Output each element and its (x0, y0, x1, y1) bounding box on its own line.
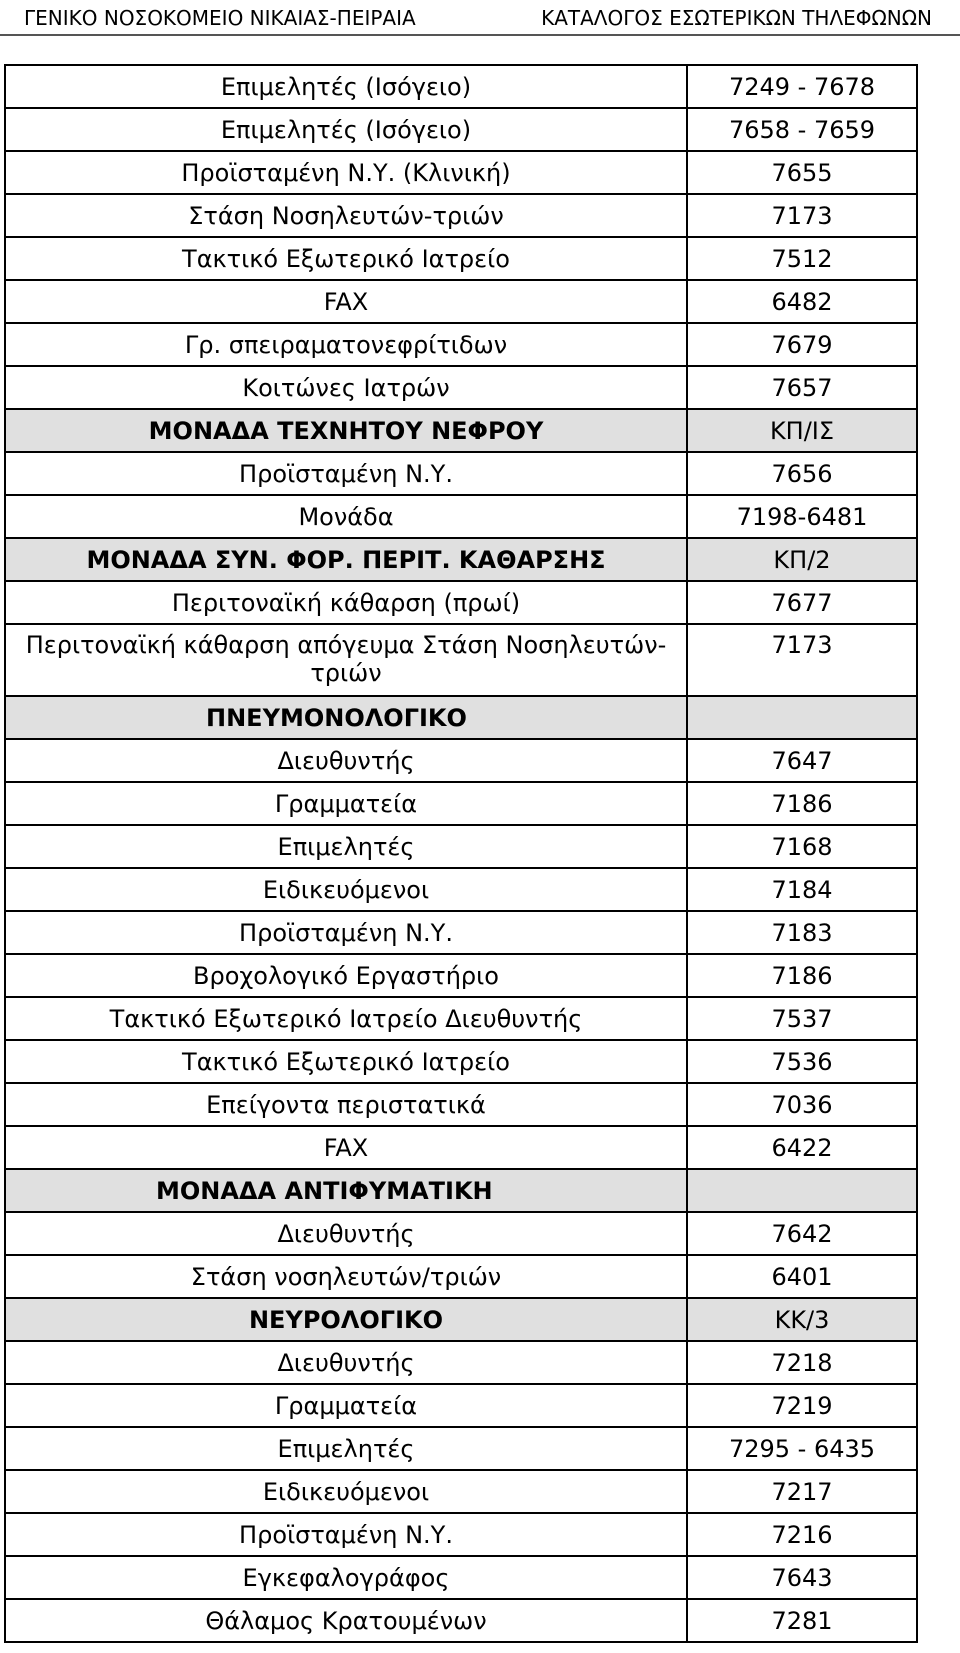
table-row (5, 151, 917, 194)
entry-phone: 7536 (687, 1040, 917, 1083)
entry-phone: 7218 (687, 1341, 917, 1384)
entry-name: Διευθυντής (5, 739, 687, 782)
table-row (5, 1126, 917, 1169)
table-row (5, 624, 917, 696)
entry-phone: 7656 (687, 452, 917, 495)
section-code (687, 1169, 917, 1212)
section-row (5, 696, 917, 739)
table-row (5, 65, 917, 108)
entry-name: Κοιτώνες Ιατρών (5, 366, 687, 409)
phone-directory-table (4, 64, 918, 1643)
section-row (5, 538, 917, 581)
entry-name: Περιτοναϊκή κάθαρση (πρωί) (5, 581, 687, 624)
entry-name: Βροχολογικό Εργαστήριο (5, 954, 687, 997)
table-row (5, 954, 917, 997)
entry-phone: 7173 (687, 624, 917, 696)
entry-phone: 6401 (687, 1255, 917, 1298)
entry-name: Τακτικό Εξωτερικό Ιατρείο (5, 1040, 687, 1083)
entry-phone: 7677 (687, 581, 917, 624)
table-row (5, 911, 917, 954)
entry-phone: 6422 (687, 1126, 917, 1169)
table-row (5, 1212, 917, 1255)
header-rule (0, 34, 960, 36)
entry-name: Επιμελητές (5, 1427, 687, 1470)
entry-phone: 7643 (687, 1556, 917, 1599)
entry-name: Εγκεφαλογράφος (5, 1556, 687, 1599)
table-row (5, 825, 917, 868)
table-row (5, 1083, 917, 1126)
table-row (5, 1470, 917, 1513)
section-code: ΚΠ/2 (687, 538, 917, 581)
entry-phone: 7281 (687, 1599, 917, 1642)
section-title: ΠΝΕΥΜΟΝΟΛΟΓΙΚΟ (5, 696, 687, 739)
table-row (5, 452, 917, 495)
table-row (5, 323, 917, 366)
entry-phone: 7219 (687, 1384, 917, 1427)
section-row (5, 1298, 917, 1341)
entry-name: Περιτοναϊκή κάθαρση απόγευμα Στάση Νοσηλευτών-τριών (5, 624, 687, 696)
table-row (5, 1556, 917, 1599)
hospital-name: ΓΕΝΙΚΟ ΝΟΣΟΚΟΜΕΙΟ ΝΙΚΑΙΑΣ-ΠΕΙΡΑΙΑ (24, 6, 416, 30)
entry-phone: 7249 - 7678 (687, 65, 917, 108)
entry-phone: 7647 (687, 739, 917, 782)
entry-phone: 7655 (687, 151, 917, 194)
entry-phone: 7295 - 6435 (687, 1427, 917, 1470)
table-row (5, 280, 917, 323)
section-code (687, 696, 917, 739)
entry-name: Επιμελητές (5, 825, 687, 868)
entry-name: FAX (5, 1126, 687, 1169)
entry-phone: 7658 - 7659 (687, 108, 917, 151)
entry-name: Μονάδα (5, 495, 687, 538)
entry-phone: 7642 (687, 1212, 917, 1255)
entry-name: Στάση νοσηλευτών/τριών (5, 1255, 687, 1298)
section-title: ΜΟΝΑΔΑ ΑΝΤΙΦΥΜΑΤΙΚΗ (5, 1169, 687, 1212)
entry-name: Επείγοντα περιστατικά (5, 1083, 687, 1126)
entry-name: Γραμματεία (5, 1384, 687, 1427)
entry-phone: 7183 (687, 911, 917, 954)
section-title: ΜΟΝΑΔΑ ΣΥΝ. ΦΟΡ. ΠΕΡΙΤ. ΚΑΘΑΡΣΗΣ (5, 538, 687, 581)
table-row (5, 1513, 917, 1556)
section-title: ΜΟΝΑΔΑ ΤΕΧΝΗΤΟΥ ΝΕΦΡΟΥ (5, 409, 687, 452)
table-row (5, 366, 917, 409)
entry-phone: 7198-6481 (687, 495, 917, 538)
entry-name: Γρ. σπειραματονεφρίτιδων (5, 323, 687, 366)
entry-phone: 7036 (687, 1083, 917, 1126)
entry-phone: 7216 (687, 1513, 917, 1556)
entry-name: Διευθυντής (5, 1212, 687, 1255)
table-row (5, 782, 917, 825)
section-row (5, 409, 917, 452)
table-row (5, 1384, 917, 1427)
entry-phone: 7186 (687, 782, 917, 825)
entry-phone: 7173 (687, 194, 917, 237)
table-row (5, 1599, 917, 1642)
entry-phone: 6482 (687, 280, 917, 323)
entry-name: Ειδικευόμενοι (5, 868, 687, 911)
table-row (5, 495, 917, 538)
entry-name: Προϊσταμένη Ν.Υ. (5, 1513, 687, 1556)
entry-name: FAX (5, 280, 687, 323)
table-row (5, 1427, 917, 1470)
entry-name: Επιμελητές (Ισόγειο) (5, 65, 687, 108)
entry-phone: 7184 (687, 868, 917, 911)
entry-name: Προϊσταμένη Ν.Υ. (5, 452, 687, 495)
table-row (5, 108, 917, 151)
table-row (5, 1255, 917, 1298)
table-row (5, 581, 917, 624)
entry-phone: 7186 (687, 954, 917, 997)
section-code: ΚΠ/ΙΣ (687, 409, 917, 452)
entry-phone: 7217 (687, 1470, 917, 1513)
document-title: ΚΑΤΑΛΟΓΟΣ ΕΣΩΤΕΡΙΚΩΝ ΤΗΛΕΦΩΝΩΝ (541, 6, 932, 30)
entry-name: Γραμματεία (5, 782, 687, 825)
entry-name: Επιμελητές (Ισόγειο) (5, 108, 687, 151)
entry-phone: 7168 (687, 825, 917, 868)
table-row (5, 739, 917, 782)
section-row (5, 1169, 917, 1212)
entry-name: Θάλαμος Κρατουμένων (5, 1599, 687, 1642)
entry-name: Ειδικευόμενοι (5, 1470, 687, 1513)
entry-name: Στάση Νοσηλευτών-τριών (5, 194, 687, 237)
entry-phone: 7657 (687, 366, 917, 409)
section-title: ΝΕΥΡΟΛΟΓΙΚΟ (5, 1298, 687, 1341)
page-header (0, 0, 960, 36)
entry-name: Προϊσταμένη Ν.Υ. (Κλινική) (5, 151, 687, 194)
entry-phone: 7679 (687, 323, 917, 366)
entry-name: Τακτικό Εξωτερικό Ιατρείο Διευθυντής (5, 997, 687, 1040)
entry-phone: 7512 (687, 237, 917, 280)
entry-name: Προϊσταμένη Ν.Υ. (5, 911, 687, 954)
table-row (5, 1341, 917, 1384)
table-row (5, 1040, 917, 1083)
table-row (5, 194, 917, 237)
section-code: ΚΚ/3 (687, 1298, 917, 1341)
entry-name: Διευθυντής (5, 1341, 687, 1384)
entry-phone: 7537 (687, 997, 917, 1040)
entry-name: Τακτικό Εξωτερικό Ιατρείο (5, 237, 687, 280)
table-row (5, 237, 917, 280)
table-row (5, 997, 917, 1040)
table-row (5, 868, 917, 911)
